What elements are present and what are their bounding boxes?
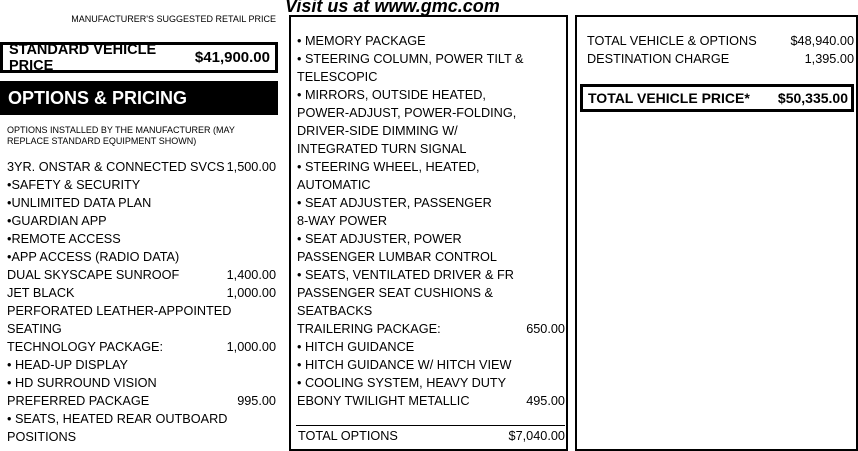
middle-option-line-text: EBONY TWILIGHT METALLIC <box>297 394 470 408</box>
left-option-line-amount: 1,500.00 <box>226 160 276 174</box>
options-note: OPTIONS INSTALLED BY THE MANUFACTURER (MAY REPLACE STANDARD EQUIPMENT SHOWN) <box>7 125 235 146</box>
middle-option-line-amount: 650.00 <box>526 322 565 336</box>
left-option-line-text: • SEATS, HEATED REAR OUTBOARD <box>7 412 228 426</box>
middle-option-line-text: • STEERING WHEEL, HEATED, <box>297 160 480 174</box>
left-option-line-text: SEATING <box>7 322 62 336</box>
left-option-line-amount: 1,000.00 <box>226 340 276 354</box>
middle-option-line-text: • STEERING COLUMN, POWER TILT & <box>297 52 524 66</box>
middle-option-line-text: • HITCH GUIDANCE <box>297 340 415 354</box>
left-option-line-text: •APP ACCESS (RADIO DATA) <box>7 250 180 264</box>
middle-option-line-text: PASSENGER SEAT CUSHIONS & <box>297 286 493 300</box>
middle-option-line-text: 8-WAY POWER <box>297 214 387 228</box>
summary-line-text: TOTAL VEHICLE & OPTIONS <box>587 34 757 48</box>
left-option-line-text: PERFORATED LEATHER-APPOINTED <box>7 304 232 318</box>
total-vehicle-price-amount: $50,335.00 <box>777 90 848 106</box>
standard-price-label: STANDARD VEHICLE PRICE <box>9 41 157 74</box>
total-vehicle-price-label: TOTAL VEHICLE PRICE* <box>588 90 750 106</box>
left-option-line-amount: 1,400.00 <box>226 268 276 282</box>
right-column-frame <box>575 15 858 451</box>
options-pricing-title: OPTIONS & PRICING <box>0 81 278 115</box>
left-option-line-text: DUAL SKYSCAPE SUNROOF <box>7 268 180 282</box>
middle-option-line-amount: 495.00 <box>526 394 565 408</box>
middle-option-line-text: TELESCOPIC <box>297 70 378 84</box>
middle-option-line-text: • SEATS, VENTILATED DRIVER & FR <box>297 268 514 282</box>
left-option-line-text: •GUARDIAN APP <box>7 214 107 228</box>
left-option-line-amount: 995.00 <box>237 394 276 408</box>
middle-option-line-text: • SEAT ADJUSTER, POWER <box>297 232 462 246</box>
standard-price-amount: $41,900.00 <box>194 49 270 66</box>
total-options-rule <box>296 425 565 426</box>
middle-option-line-text: TRAILERING PACKAGE: <box>297 322 441 336</box>
left-option-line-text: •SAFETY & SECURITY <box>7 178 141 192</box>
middle-option-line-text: • HITCH GUIDANCE W/ HITCH VIEW <box>297 358 512 372</box>
summary-line-amount: 1,395.00 <box>804 52 854 66</box>
left-option-line-text: POSITIONS <box>7 430 77 444</box>
website-banner: Visit us at www.gmc.com <box>285 0 500 16</box>
middle-option-line-text: DRIVER-SIDE DIMMING W/ <box>297 124 458 138</box>
middle-option-line-text: • COOLING SYSTEM, HEAVY DUTY <box>297 376 507 390</box>
middle-option-line-text: • MEMORY PACKAGE <box>297 34 426 48</box>
middle-option-line-text: • MIRRORS, OUTSIDE HEATED, <box>297 88 486 102</box>
middle-option-line-text: POWER-ADJUST, POWER-FOLDING, <box>297 106 517 120</box>
middle-option-line-text: PASSENGER LUMBAR CONTROL <box>297 250 497 264</box>
left-option-line-text: TECHNOLOGY PACKAGE: <box>7 340 164 354</box>
left-option-line-text: JET BLACK <box>7 286 75 300</box>
standard-price-box <box>0 42 278 73</box>
middle-option-line-text: INTEGRATED TURN SIGNAL <box>297 142 467 156</box>
summary-line-text: DESTINATION CHARGE <box>587 52 730 66</box>
middle-option-line-text: • SEAT ADJUSTER, PASSENGER <box>297 196 492 210</box>
summary-line-amount: $48,940.00 <box>790 34 854 48</box>
middle-option-line-text: AUTOMATIC <box>297 178 371 192</box>
left-option-line-text: PREFERRED PACKAGE <box>7 394 150 408</box>
left-option-line-text: • HD SURROUND VISION <box>7 376 157 390</box>
left-option-line-text: • HEAD-UP DISPLAY <box>7 358 129 372</box>
left-option-line-amount: 1,000.00 <box>226 286 276 300</box>
msrp-label: MANUFACTURER'S SUGGESTED RETAIL PRICE <box>71 14 276 24</box>
left-option-line-text: 3YR. ONSTAR & CONNECTED SVCS <box>7 160 225 174</box>
left-option-line-text: •REMOTE ACCESS <box>7 232 121 246</box>
left-option-line-text: •UNLIMITED DATA PLAN <box>7 196 152 210</box>
total-options-amount: $7,040.00 <box>508 429 565 443</box>
total-options-label: TOTAL OPTIONS <box>298 429 398 443</box>
total-vehicle-price-box <box>580 84 854 112</box>
middle-option-line-text: SEATBACKS <box>297 304 373 318</box>
